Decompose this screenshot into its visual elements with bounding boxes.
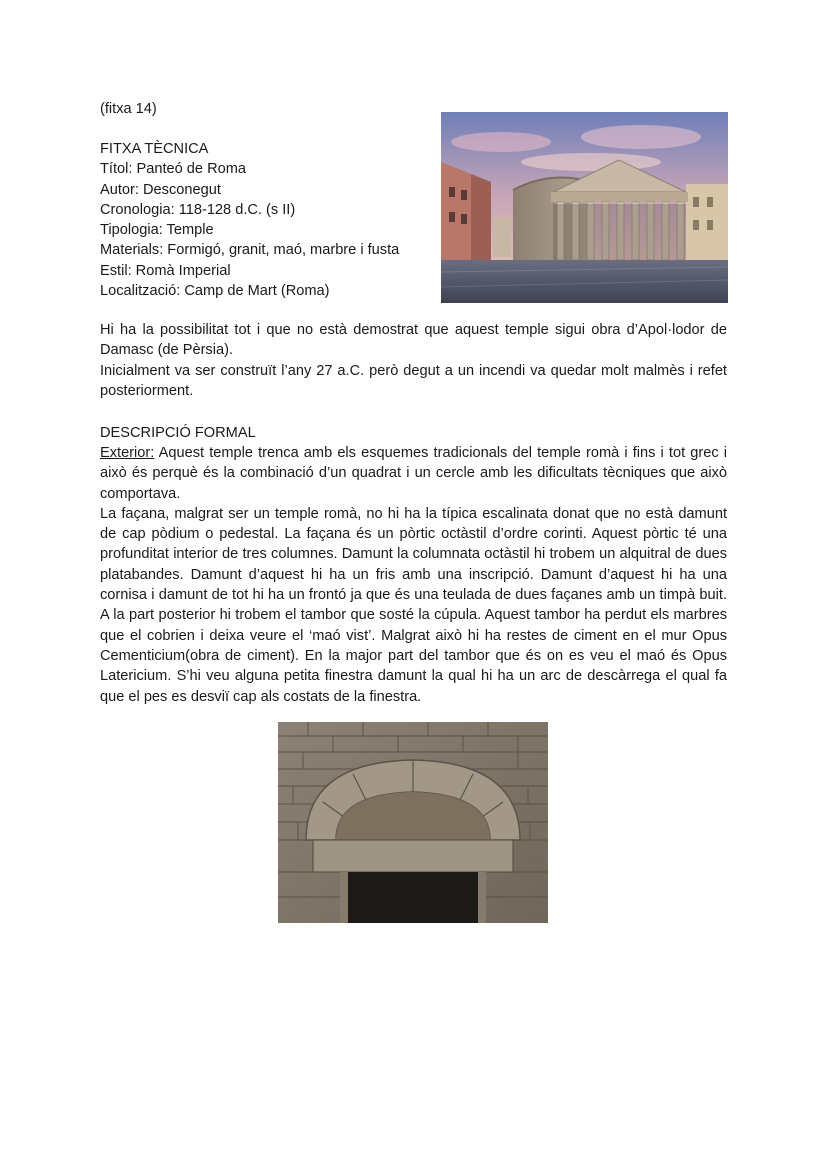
intro-paragraph-2: Inicialment va ser construït l’any 27 a.C. però degut a un incendi va quedar molt malmès i refet posteriorment.	[100, 362, 727, 399]
tech-title: Títol: Panteó de Roma	[100, 161, 247, 178]
intro-paragraphs	[100, 320, 727, 401]
exterior-label: Exterior:	[100, 445, 155, 461]
exterior-paragraph	[100, 443, 727, 504]
tech-style: Estil: Romà Imperial	[100, 262, 231, 279]
tech-author: Autor: Desconegut	[100, 181, 221, 198]
technical-sheet	[100, 139, 430, 301]
formal-heading: DESCRIPCIÓ FORMAL	[100, 425, 256, 441]
relieving-arch-photo	[278, 722, 548, 923]
tech-typology: Tipologia: Temple	[100, 222, 214, 239]
intro-paragraph-1: Hi ha la possibilitat tot i que no està demostrat que aquest temple sigui obra d’Apol·lodor de Damasc (de Pèrsia).	[100, 322, 727, 359]
fitxa-number: (fitxa 14)	[100, 101, 157, 117]
tech-materials: Materials: Formigó, granit, maó, marbre i fusta	[100, 242, 400, 259]
exterior-text: Aquest temple trenca amb els esquemes tradicionals del temple romà i fins i tot grec i això és perquè és la combinació d’un quadrat i un cercle amb les dificultats tècniques que això comportava.	[100, 445, 727, 502]
formal-description	[100, 443, 727, 707]
facade-paragraph: La façana, malgrat ser un temple romà, no hi ha la típica escalinata donat que no està damunt de cap pòdium o pedestal. La façana és un pòrtic octàstil d’ordre corinti. Aquest pòrtic té una profunditat interior de tres columnes. Damunt la columnata octàstil hi trobem un alquitral de dues platabandes. Damunt d’aquest hi ha un fris amb una inscripció. Damunt d’aquest hi ha una cornisa i damunt de tot hi ha un frontó ja que és una teulada de dues façanes amb un timpà buit. A la part posterior hi trobem el tambor que sosté la cúpula. Aquest tambor ha perdut els marbres que el cobrien i deixa veure el ‘maó vist’. Malgrat això hi ha restes de ciment en el mur Opus Cementicium(obra de ciment). En la major part del tambor que és on es veu el maó és Opus Latericium. S’hi veu alguna petita finestra damunt la qual hi ha un arc de descàrrega el qual fa que el pes es desviï cap als costats de la finestra.	[100, 505, 727, 705]
tech-chronology: Cronologia: 118-128 d.C. (s II)	[100, 201, 296, 218]
technical-heading: FITXA TÈCNICA	[100, 141, 209, 157]
pantheon-photo	[441, 112, 728, 303]
tech-location: Localització: Camp de Mart (Roma)	[100, 283, 330, 300]
